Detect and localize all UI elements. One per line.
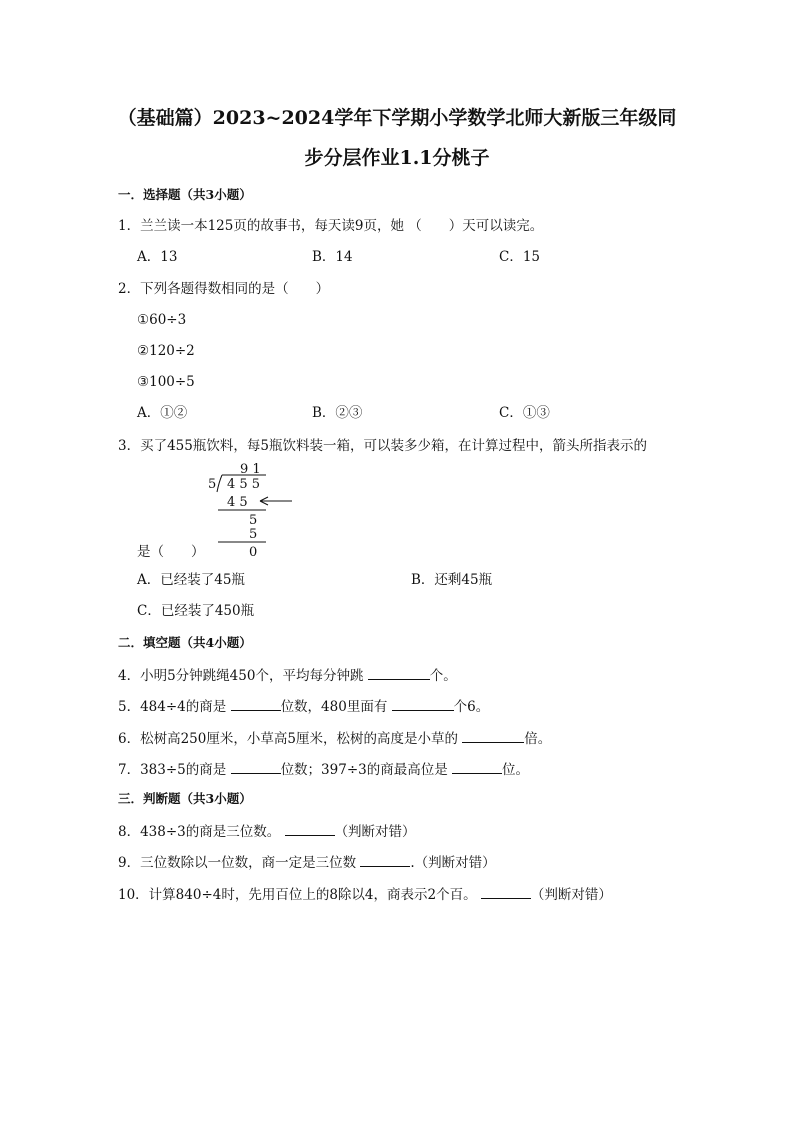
question-4-text: 4．小明5分钟跳绳450个，平均每分钟跳 [118,668,368,684]
division-step2b: 5 [249,527,258,542]
question-5-text-mid: 位数，480里面有 [280,699,392,715]
question-8 [118,821,416,841]
division-remainder: 0 [249,545,258,560]
question-4 [118,665,457,685]
question-2-option-a: A．①② [137,405,188,421]
question-3-option-c: C．已经装了450瓶 [137,603,255,619]
section-heading-fill: 二．填空题（共4小题） [118,635,252,650]
section-heading-judge: 三．判断题（共3小题） [118,791,252,806]
question-9-text-end: .（判断对错） [410,855,496,871]
question-3-stem-end: 是（ ） [137,544,205,560]
question-1-stem: 1．兰兰读一本125页的故事书，每天读9页，她 （ ）天可以读完。 [118,218,544,234]
answer-blank[interactable] [392,696,454,711]
division-dividend: 4 5 5 [227,477,261,492]
answer-blank[interactable] [452,759,502,774]
question-6 [118,728,551,748]
question-8-text-end: （判断对错） [334,824,416,840]
answer-blank[interactable] [481,884,531,899]
question-9-text: 9．三位数除以一位数，商一定是三位数 [118,855,361,871]
division-divisor: 5 [208,477,217,492]
question-7-text: 7．383÷5的商是 [118,762,231,778]
answer-blank[interactable] [231,759,281,774]
section-heading-choice: 一．选择题（共3小题） [118,187,252,202]
question-3-option-b: B．还剩45瓶 [411,572,493,588]
document-title-line1: （基础篇）2023~2024学年下学期小学数学北师大新版三年级同 [117,107,677,129]
question-1-option-a: A．13 [137,249,178,265]
division-step2a: 5 [249,513,258,528]
long-division-diagram [200,460,310,560]
question-2-item-2: ②120÷2 [137,343,195,359]
question-2-stem: 2．下列各题得数相同的是（ ） [118,281,330,297]
question-10-text: 10．计算840÷4时，先用百位上的8除以4，商表示2个百。 [118,887,481,903]
question-2-item-3: ③100÷5 [137,374,195,390]
answer-blank[interactable] [285,821,335,836]
question-10 [118,884,612,904]
question-1-option-c: C．15 [499,249,541,265]
question-2-option-c: C．①③ [499,405,550,421]
answer-blank[interactable] [462,728,524,743]
question-1-option-b: B．14 [312,249,353,265]
question-4-text-end: 个。 [429,668,457,684]
question-6-text: 6．松树高250厘米，小草高5厘米，松树的高度是小草的 [118,731,463,747]
question-3-stem: 3．买了455瓶饮料，每5瓶饮料装一箱，可以装多少箱，在计算过程中，箭头所指表示的 [118,438,647,454]
question-3-option-a: A．已经装了45瓶 [137,572,245,588]
document-title-line2: 步分层作业1.1分桃子 [304,147,490,169]
question-5-text: 5．484÷4的商是 [118,699,231,715]
question-6-text-end: 倍。 [524,731,552,747]
question-2-item-1: ①60÷3 [137,312,187,328]
question-5 [118,696,489,716]
question-7-text-end: 位。 [502,762,530,778]
question-7-text-mid: 位数；397÷3的商最高位是 [280,762,453,778]
question-5-text-end: 个6。 [453,699,490,715]
question-9 [118,852,496,872]
division-quotient: 9 1 [240,462,261,477]
answer-blank[interactable] [368,665,430,680]
answer-blank[interactable] [360,852,410,867]
question-2-option-b: B．②③ [312,405,363,421]
question-7 [118,759,529,779]
question-10-text-end: （判断对错） [530,887,612,903]
question-8-text: 8．438÷3的商是三位数。 [118,824,285,840]
answer-blank[interactable] [231,696,281,711]
division-step1: 4 5 [227,495,248,510]
